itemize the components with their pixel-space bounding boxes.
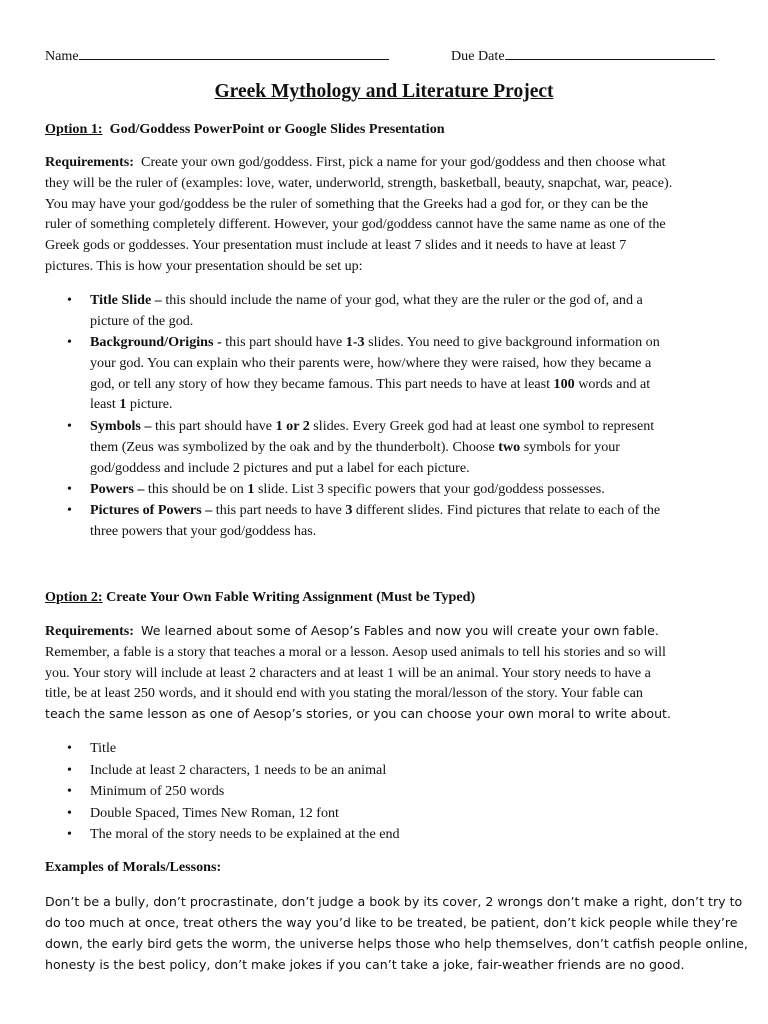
bullet-text: your god. You can explain who their parents were, how/where they were raised, how they became a bbox=[90, 354, 652, 371]
name-field[interactable] bbox=[45, 46, 389, 65]
bullet-lead: Pictures of Powers – bbox=[90, 502, 213, 518]
examples-line: down, the early bird gets the worm, the universe helps those who help themselves, don’t catfish people online, bbox=[45, 936, 748, 951]
examples-line: Don’t be a bully, don’t procrastinate, don’t judge a book by its cover, 2 wrongs don’t make a right, don’t try to bbox=[45, 894, 743, 909]
bullet-dot: • bbox=[67, 762, 72, 778]
bullet-text: god/goddess and include 2 pictures and put a label for each picture. bbox=[90, 459, 470, 476]
name-blank[interactable] bbox=[79, 46, 389, 60]
bullet-text: this part should have bbox=[221, 334, 346, 350]
option2-req-line: title, be at least 250 words, and it should end with you stating the moral/lesson of the story. Your fable can bbox=[45, 685, 643, 702]
bullet-dot: • bbox=[67, 418, 72, 434]
examples-line: honesty is the best policy, don’t make jokes if you can’t take a joke, fair-weather friends are no good. bbox=[45, 957, 685, 972]
bullet-dot: • bbox=[67, 292, 72, 308]
option2-requirements bbox=[45, 621, 735, 725]
option2-label: Option 2: bbox=[45, 589, 103, 605]
option1-req-line: Greek gods or goddesses. Your presentation must include at least 7 slides and it needs to have at least 7 bbox=[45, 237, 627, 254]
option1-req-line: Create your own god/goddess. First, pick a name for your god/goddess and then choose what bbox=[141, 154, 666, 170]
option2-req-label: Requirements: bbox=[45, 623, 134, 639]
bullet-text: least bbox=[90, 396, 120, 413]
option1-title: God/Goddess PowerPoint or Google Slides Presentation bbox=[109, 121, 445, 137]
bullet-text: The moral of the story needs to be explained at the end bbox=[90, 826, 400, 842]
bullet-text: different slides. Find pictures that relate to each of the bbox=[352, 502, 661, 518]
bullet-text: this part should have bbox=[151, 418, 276, 434]
option2-title: Create Your Own Fable Writing Assignment (Must be Typed) bbox=[102, 589, 476, 605]
option2-req-line: We learned about some of Aesop’s Fables and now you will create your own fable. bbox=[141, 623, 659, 638]
bullet-text: Minimum of 250 words bbox=[90, 783, 225, 799]
bullet-text: Include at least 2 characters, 1 needs to be an animal bbox=[90, 762, 387, 778]
bullet-emphasis: 1 bbox=[119, 396, 127, 413]
option1-req-line: pictures. This is how your presentation should be set up: bbox=[45, 257, 363, 274]
bullet-emphasis: 1-3 bbox=[345, 334, 365, 350]
bullet-emphasis: 100 bbox=[553, 375, 575, 392]
bullet-lead: Title Slide – bbox=[90, 292, 162, 308]
bullet-dot: • bbox=[67, 481, 72, 497]
bullet-dot: • bbox=[67, 783, 72, 799]
bullet-text: slides. You need to give background information on bbox=[364, 334, 660, 350]
bullet-text: slide. List 3 specific powers that your god/goddess possesses. bbox=[254, 481, 605, 497]
option1-req-line: they will be the ruler of (examples: love, water, underworld, strength, basketball, beauty, snapchat, war, peace). bbox=[45, 174, 673, 191]
bullet-emphasis: 1 or 2 bbox=[275, 418, 310, 434]
due-date-blank[interactable] bbox=[505, 46, 715, 60]
bullet-lead: Background/Origins - bbox=[90, 334, 222, 350]
bullet-text: picture of the god. bbox=[90, 312, 194, 329]
bullet-text: god, or tell any story of how they became famous. This part needs to have at least bbox=[90, 375, 554, 392]
option2-req-line: you. Your story will include at least 2 characters and at least 1 will be an animal. Your story needs to have a bbox=[45, 664, 651, 681]
name-label: Name bbox=[45, 48, 79, 64]
option1-label: Option 1: bbox=[45, 121, 103, 137]
bullet-text: picture. bbox=[126, 396, 173, 413]
bullet-dot: • bbox=[67, 502, 72, 518]
bullet-text: them (Zeus was symbolized by the oak and by the thunderbolt). Choose bbox=[90, 438, 499, 455]
page-title: Greek Mythology and Literature Project bbox=[214, 81, 554, 102]
bullet-text: three powers that your god/goddess has. bbox=[90, 522, 317, 539]
bullet-emphasis: 1 bbox=[247, 481, 255, 497]
option1-req-line: ruler of something completely different. However, your god/goddess cannot have the same name as one of the bbox=[45, 216, 666, 233]
bullet-text: Title bbox=[90, 740, 117, 756]
bullet-dot: • bbox=[67, 334, 72, 350]
option2-req-line: teach the same lesson as one of Aesop’s stories, or you can choose your own moral to write about. bbox=[45, 706, 671, 722]
bullet-text: words and at bbox=[574, 375, 651, 392]
bullet-text: Double Spaced, Times New Roman, 12 font bbox=[90, 805, 339, 821]
examples-of-morals bbox=[45, 891, 748, 975]
bullet-text: this part needs to have bbox=[212, 502, 346, 518]
examples-heading: Examples of Morals/Lessons: bbox=[45, 859, 222, 875]
bullet-dot: • bbox=[67, 740, 72, 756]
option1-req-line: You may have your god/goddess be the ruler of something that the Greeks had a god for, or they can be the bbox=[45, 195, 649, 212]
bullet-lead: Powers – bbox=[90, 481, 145, 497]
option2-heading bbox=[45, 589, 475, 606]
due-date-field[interactable] bbox=[451, 46, 715, 65]
bullet-text: symbols for your bbox=[520, 438, 620, 455]
option1-heading bbox=[45, 121, 445, 138]
bullet-dot: • bbox=[67, 805, 72, 821]
option2-req-line: Remember, a fable is a story that teaches a moral or a lesson. Aesop used animals to tell his stories and so will bbox=[45, 643, 666, 660]
bullet-text: this should include the name of your god, what they are the ruler or the god of, and a bbox=[161, 292, 643, 308]
option1-requirements bbox=[45, 152, 735, 277]
bullet-lead: Symbols – bbox=[90, 418, 152, 434]
bullet-text: slides. Every Greek god had at least one symbol to represent bbox=[309, 418, 655, 434]
bullet-dot: • bbox=[67, 826, 72, 842]
bullet-text: this should be on bbox=[144, 481, 248, 497]
examples-line: do too much at once, treat others the way you’d like to be treated, be patient, don’t kick people while they’re bbox=[45, 915, 738, 930]
due-date-label: Due Date bbox=[451, 48, 505, 64]
bullet-emphasis: 3 bbox=[345, 502, 353, 518]
option1-req-label: Requirements: bbox=[45, 154, 134, 170]
bullet-emphasis: two bbox=[498, 438, 521, 455]
